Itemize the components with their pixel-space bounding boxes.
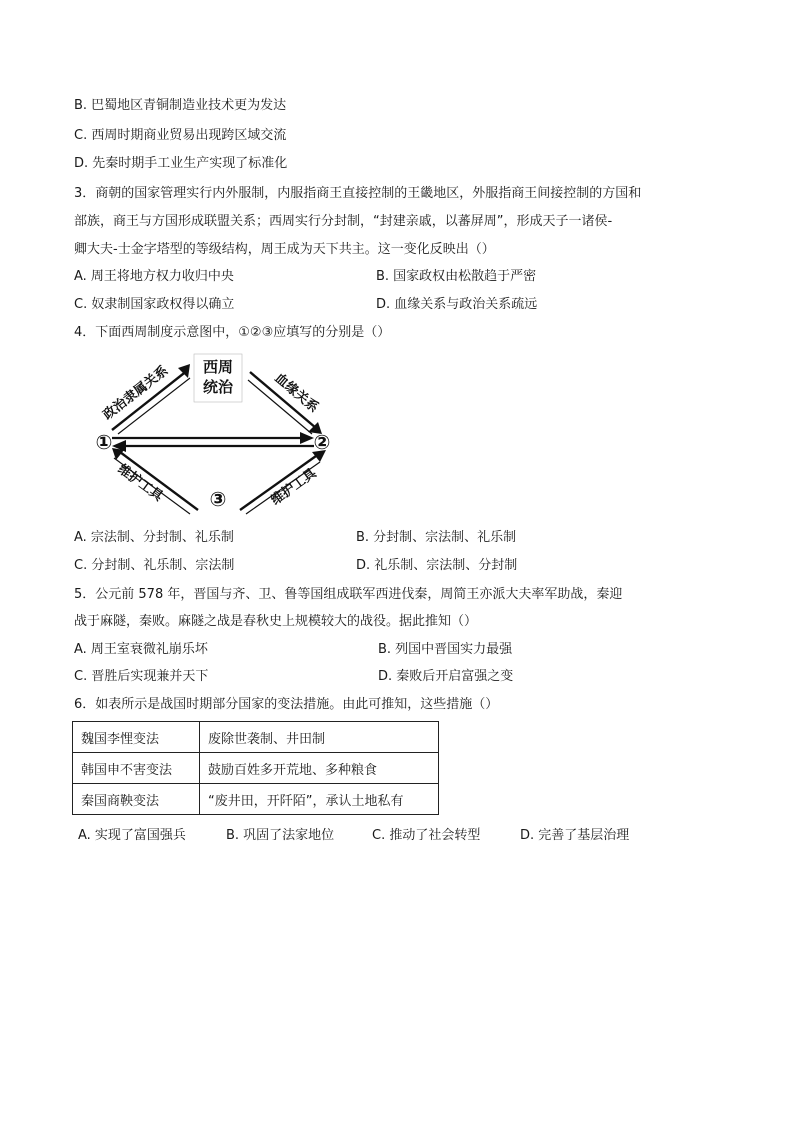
q4-option-d: D. 礼乐制、宗法制、分封制 — [356, 558, 518, 573]
table-row — [73, 784, 439, 815]
q3-stem-line1: 3．商朝的国家管理实行内外服制，内服指商王直接控制的王畿地区，外服指商王间接控制的方国和 — [74, 186, 642, 201]
q6-option-a: A. 实现了富国强兵 — [78, 828, 186, 843]
reform-measures-table — [72, 721, 439, 815]
q6-option-c: C. 推动了社会转型 — [372, 828, 481, 843]
q2-option-c: C. 西周时期商业贸易出现跨区域交流 — [74, 128, 287, 143]
q3-stem-line2: 部族，商王与方国形成联盟关系；西周实行分封制，“封建亲戚，以蕃屏周”，形成天子一诸侯- — [74, 214, 613, 229]
table-cell-state: 秦国商鞅变法 — [73, 784, 200, 815]
q5-stem-line1: 5．公元前 578 年，晋国与齐、卫、鲁等国组成联军西进伐秦，周简王亦派大夫率军助战，秦迎 — [74, 587, 623, 602]
label-maintenance-tool-right: 维护工具 — [268, 465, 320, 509]
node-3-label: ③ — [209, 487, 227, 511]
q5-option-a: A. 周王室衰微礼崩乐坏 — [74, 642, 208, 657]
table-cell-measure: 鼓励百姓多开荒地、多种粮食 — [200, 753, 439, 784]
table-row — [73, 753, 439, 784]
q4-option-c: C. 分封制、礼乐制、宗法制 — [74, 558, 235, 573]
table-cell-state: 韩国申不害变法 — [73, 753, 200, 784]
top-label-line1: 西周 — [202, 358, 234, 376]
q3-option-c: C. 奴隶制国家政权得以确立 — [74, 297, 235, 312]
q3-option-b: B. 国家政权由松散趋于严密 — [376, 269, 537, 284]
table-row — [73, 722, 439, 753]
q5-option-c: C. 晋胜后实现兼并天下 — [74, 669, 209, 684]
q5-option-b: B. 列国中晋国实力最强 — [378, 642, 513, 657]
q2-option-d: D. 先秦时期手工业生产实现了标准化 — [74, 156, 288, 171]
table-cell-measure: 废除世袭制、井田制 — [200, 722, 439, 753]
q4-stem: 4．下面西周制度示意图中，①②③应填写的分别是（） — [74, 325, 391, 340]
label-blood-relation: 血缘关系 — [271, 370, 321, 416]
q3-stem-line3: 卿大夫-士金字塔型的等级结构，周王成为天下共主。这一变化反映出（） — [74, 242, 495, 257]
western-zhou-system-diagram — [90, 352, 355, 520]
top-label-line2: 统治 — [202, 378, 234, 396]
arrow-node1-to-node2 — [112, 432, 314, 444]
q3-option-a: A. 周王将地方权力收归中央 — [74, 269, 234, 284]
table-cell-state: 魏国李悝变法 — [73, 722, 200, 753]
q5-stem-line2: 战于麻隧，秦败。麻隧之战是春秋史上规模较大的战役。据此推知（） — [74, 614, 478, 629]
q6-stem: 6．如表所示是战国时期部分国家的变法措施。由此可推知，这些措施（） — [74, 697, 499, 712]
table-cell-measure: “废井田，开阡陌”，承认土地私有 — [200, 784, 439, 815]
q5-option-d: D. 秦败后开启富强之变 — [378, 669, 514, 684]
label-maintenance-tool-left: 维护工具 — [114, 461, 166, 505]
node-2-label: ② — [313, 430, 331, 454]
q3-option-d: D. 血缘关系与政治关系疏远 — [376, 297, 538, 312]
node-1-label: ① — [95, 430, 113, 454]
q6-option-b: B. 巩固了法家地位 — [226, 828, 335, 843]
q4-option-a: A. 宗法制、分封制、礼乐制 — [74, 530, 234, 545]
label-political-subordination: 政治隶属关系 — [100, 363, 172, 424]
arrow-node2-to-node1 — [112, 440, 314, 452]
q4-option-b: B. 分封制、宗法制、礼乐制 — [356, 530, 517, 545]
q6-option-d: D. 完善了基层治理 — [520, 828, 630, 843]
q2-option-b: B. 巴蜀地区青铜制造业技术更为发达 — [74, 98, 287, 113]
